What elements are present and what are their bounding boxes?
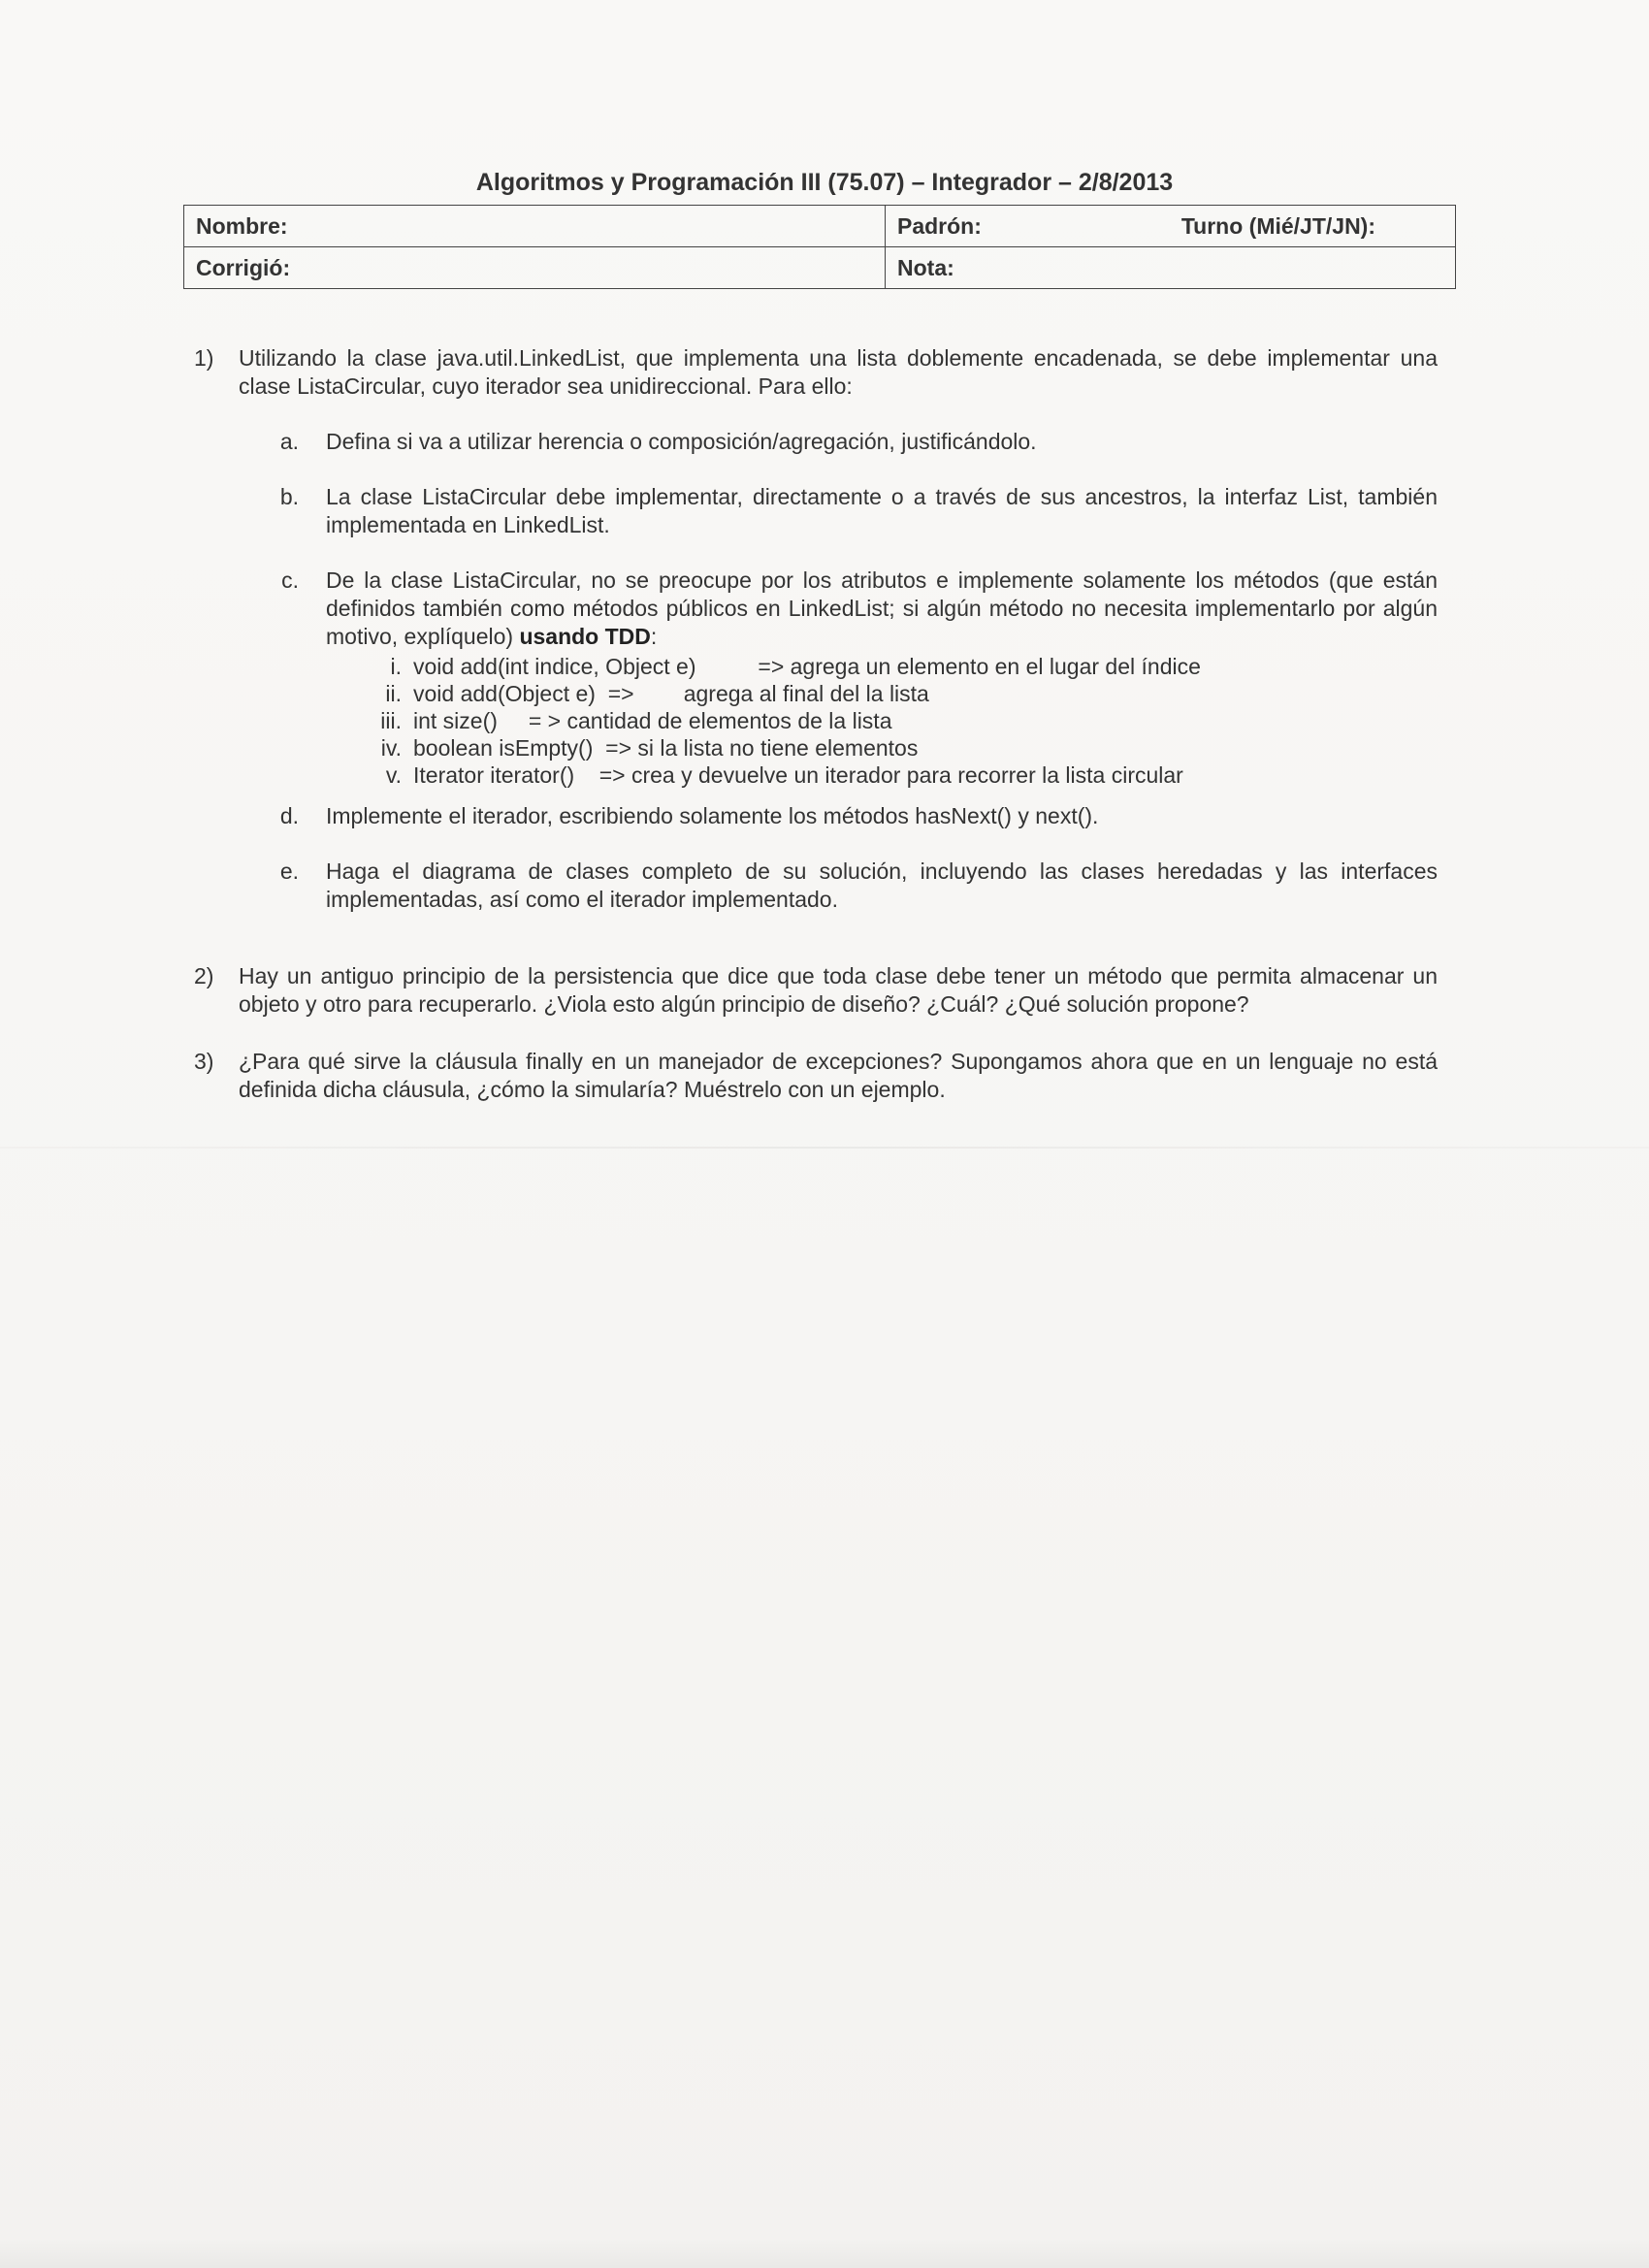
subitem-c-main: De la clase ListaCircular, no se preocupe por los atributos e implemente solamente los métodos (que están definidos también como métodos públicos en LinkedList; si algún método no necesita implementarlo por algún motivo, explíquelo) (326, 567, 1438, 649)
question-1 (194, 344, 1438, 914)
method-item-number: i. (390, 654, 402, 679)
exam-questions (194, 344, 1438, 1133)
subitem-e (239, 858, 1438, 914)
question-3-text: ¿Para qué sirve la cláusula finally en un manejador de excepciones? Supongamos ahora que en un lenguaje no está definida dicha cláusula, ¿cómo la simularía? Muéstrelo con un ejemplo. (239, 1049, 1438, 1102)
method-item (326, 707, 1438, 734)
subitem-b (239, 483, 1438, 539)
method-item-number: ii. (385, 681, 402, 706)
method-list (326, 653, 1438, 789)
subitem-d-label: d. (279, 803, 299, 828)
scan-edge-shadow (0, 2239, 1649, 2268)
nota-cell (886, 247, 1456, 289)
turno-label: Turno (Mié/JT/JN): (1180, 212, 1375, 239)
method-item (326, 734, 1438, 761)
subitem-c-label: c. (281, 567, 299, 593)
subitem-c-colon: : (650, 624, 658, 649)
subitem-b-label: b. (279, 484, 299, 509)
method-item-text: Iterator iterator() => crea y devuelve un iterador para recorrer la lista circular (413, 762, 1183, 788)
subitem-a (239, 428, 1438, 456)
method-item-text: void add(int indice, Object e) => agrega un elemento en el lugar del índice (413, 654, 1201, 679)
info-row-1 (184, 206, 1456, 247)
method-item (326, 761, 1438, 789)
corrigio-cell (184, 247, 886, 289)
subitem-a-text: Defina si va a utilizar herencia o composición/agregación, justificándolo. (326, 429, 1037, 454)
nombre-label: Nombre: (196, 212, 288, 239)
subitem-e-label: e. (279, 859, 299, 884)
exam-title: Algoritmos y Programación III (75.07) – Integrador – 2/8/2013 (475, 169, 1174, 196)
question-2 (194, 962, 1438, 1019)
question-3 (194, 1048, 1438, 1104)
student-info-table (183, 205, 1456, 289)
question-1-body (239, 344, 1438, 914)
method-item-number: iii. (380, 708, 402, 733)
question-2-number: 2) (194, 963, 214, 988)
subitem-c-bold: usando TDD (519, 624, 651, 649)
corrigio-label: Corrigió: (196, 254, 291, 280)
method-item-text: int size() = > cantidad de elementos de la lista (413, 708, 892, 733)
question-3-number: 3) (194, 1049, 214, 1074)
paper-fold-line (0, 1147, 1649, 1149)
info-row-2 (184, 247, 1456, 289)
subitem-e-text: Haga el diagrama de clases completo de su solución, incluyendo las clases heredadas y las interfaces implementadas, así como el iterador implementado. (326, 859, 1438, 912)
nombre-cell (184, 206, 886, 247)
question-1-text: Utilizando la clase java.util.LinkedList, que implementa una lista doblemente encadenada, se debe implementar una clase ListaCircular, cuyo iterador sea unidireccional. Para ello: (239, 345, 1438, 399)
method-item (326, 680, 1438, 707)
question-1-number: 1) (194, 345, 214, 371)
subitem-a-label: a. (279, 429, 299, 454)
question-2-text: Hay un antiguo principio de la persistencia que dice que toda clase debe tener un método que permita almacenar un objeto y otro para recuperarlo. ¿Viola esto algún principio de diseño? ¿Cuál? ¿Qué solución propone? (239, 963, 1438, 1017)
method-item-text: boolean isEmpty() => si la lista no tiene elementos (413, 735, 919, 761)
method-item-number: iv. (380, 735, 402, 761)
subitem-d-text: Implemente el iterador, escribiendo solamente los métodos hasNext() y next(). (326, 803, 1099, 828)
subitem-d (239, 802, 1438, 830)
subitem-c-text (326, 567, 1438, 651)
method-item-number: v. (385, 762, 402, 788)
method-item (326, 653, 1438, 680)
padron-turno-cell (886, 206, 1456, 247)
padron-label: Padrón: (897, 212, 982, 239)
subitem-c (239, 567, 1438, 789)
nota-label: Nota: (897, 254, 954, 280)
subitem-c-body (326, 567, 1438, 789)
subitem-b-text: La clase ListaCircular debe implementar, directamente o a través de sus ancestros, la interfaz List, también implementada en LinkedList. (326, 484, 1438, 537)
method-item-text: void add(Object e) => agrega al final del la lista (413, 681, 929, 706)
